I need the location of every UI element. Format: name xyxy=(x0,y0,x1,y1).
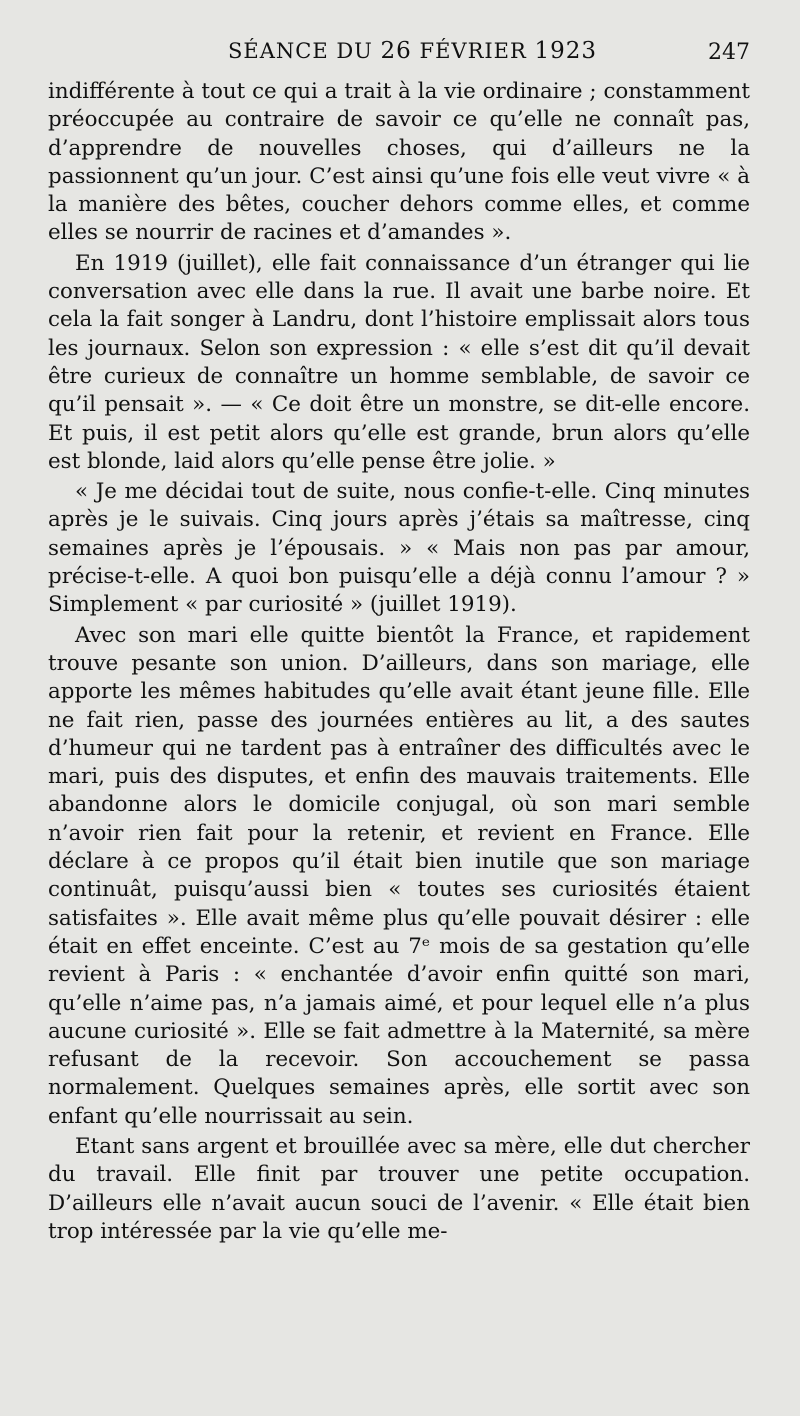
body-text xyxy=(48,78,750,1246)
page-number: 247 xyxy=(708,40,750,65)
running-title xyxy=(228,38,597,64)
paragraph-3: « Je me décidai tout de suite, nous confie-t-elle. Cinq minutes après je le suivais. Cinq jours après j’étais sa maîtresse, cinq semaines après je l’épousais. » « Mais non pas par amour, précise-t-elle. A quoi bon puisqu’elle a déjà connu l’amour ? » Simplement « par curiosité » (juillet 1919). xyxy=(48,479,750,618)
paragraph-2: En 1919 (juillet), elle fait connaissance d’un étranger qui lie conversation avec elle dans la rue. Il avait une barbe noire. Et cela la fait songer à Landru, dont l’histoire emplissait alors tous les journaux. Selon son expression : « elle s’est dit qu’il devait être curieux de connaître un homme semblable, de savoir ce qu’il pensait ». — « Ce doit être un monstre, se dit-elle encore. Et puis, il est petit alors qu’elle est grande, brun alors qu’elle est blonde, laid alors qu’elle pense être jolie. » xyxy=(48,250,750,474)
paragraph-1: indifférente à tout ce qui a trait à la vie ordinaire ; constamment préoccupée au contraire de savoir ce qu’elle ne connaît pas, d’apprendre de nouvelles choses, qui d’ailleurs ne la passionnent qu’un jour. C’est ainsi qu’une fois elle veut vivre « à la manière des bêtes, coucher dehors comme elles, et comme elles se nourrir de racines et d’amandes ». xyxy=(48,79,750,246)
title-year: 1923 xyxy=(534,38,598,64)
paragraph-5: Etant sans argent et brouillée avec sa mère, elle dut chercher du travail. Elle finit par trouver une petite occupation. D’ailleurs elle n’avait aucun souci de l’avenir. « Elle était bien trop intéressée par la vie qu’elle me- xyxy=(48,1133,750,1244)
title-day: 26 xyxy=(380,38,412,64)
title-left: SÉANCE DU xyxy=(228,39,381,63)
title-middle: FÉVRIER xyxy=(411,39,535,63)
paragraph-4: Avec son mari elle quitte bientôt la France, et rapidement trouve pesante son union. D’ailleurs, dans son mariage, elle apporte les mêmes habitudes qu’elle avait étant jeune fille. Elle ne fait rien, passe des journées entières au lit, a des sautes d’humeur qui ne tardent pas à entraîner des difficultés avec le mari, puis des disputes, et enfin des mauvais traitements. Elle abandonne alors le domicile conjugal, où son mari semble n’avoir rien fait pour la retenir, et revient en France. Elle déclare à ce propos qu’il était bien inutile que son mariage continuât, puisqu’aussi bien « toutes ses curiosités étaient satisfaites ». Elle avait même plus qu’elle pouvait désirer : elle était en effet enceinte. C’est au 7ᵉ mois de sa gestation qu’elle revient à Paris : « enchantée d’avoir enfin quitté son mari, qu’elle n’aime pas, n’a jamais aimé, et pour lequel elle n’a plus aucune curiosité ». Elle se fait admettre à la Maternité, sa mère refusant de la recevoir. Son accouchement se passa normalement. Quelques semaines après, elle sortit avec son enfant qu’elle nourrissait au sein. xyxy=(48,622,750,1129)
running-head xyxy=(48,38,750,78)
